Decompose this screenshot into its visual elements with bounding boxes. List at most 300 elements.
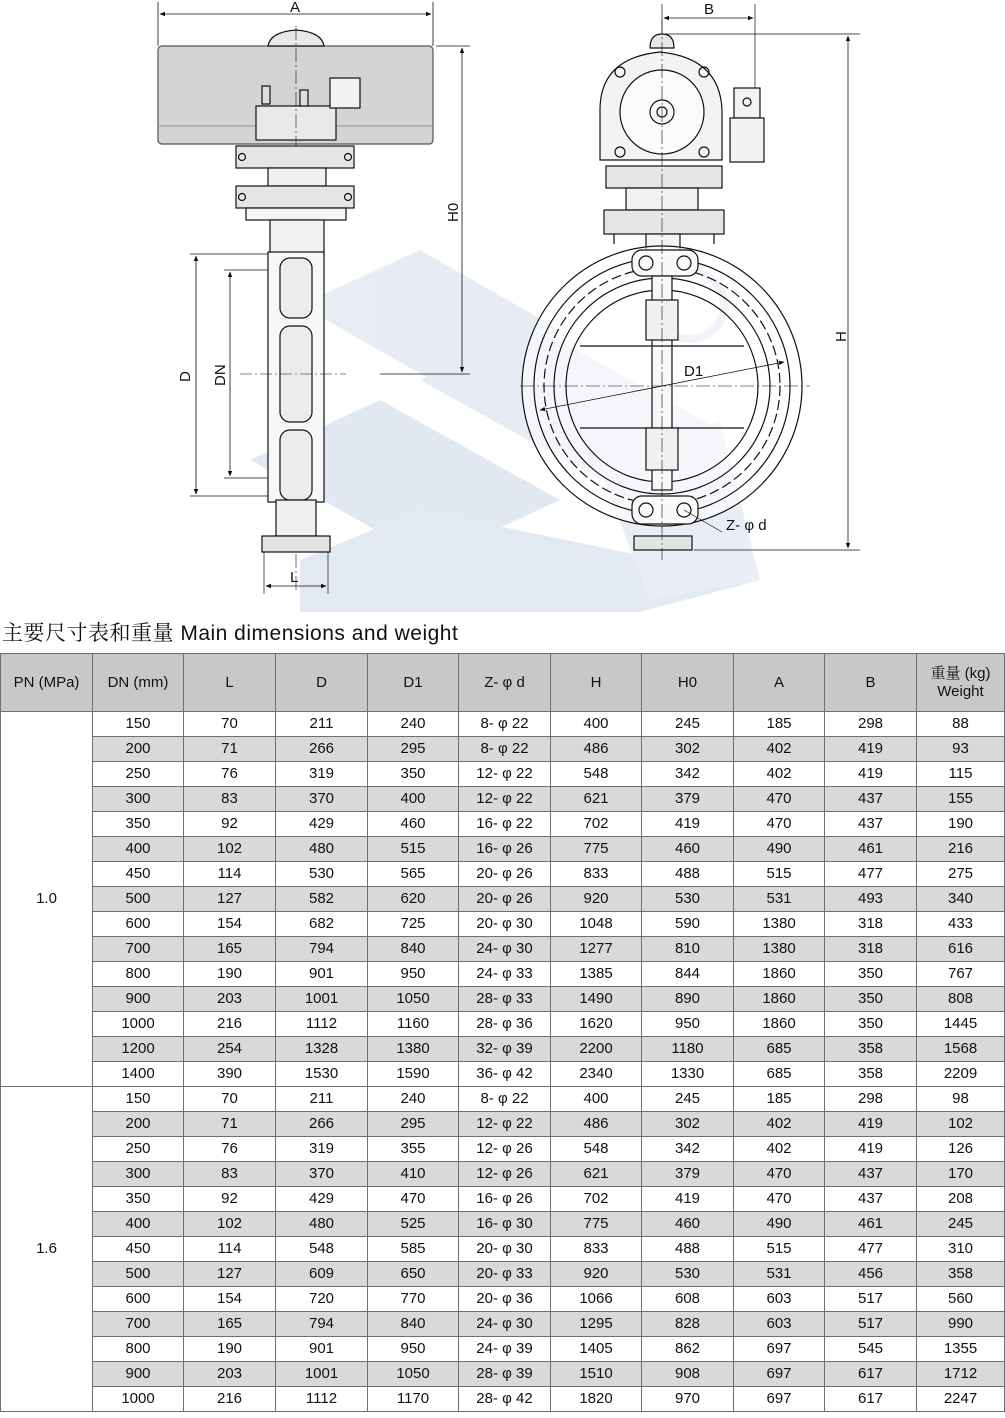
table-cell: 300 [93,1162,184,1187]
table-cell: 419 [825,1137,917,1162]
table-cell: 240 [368,1087,459,1112]
table-cell: 1328 [276,1037,368,1062]
table-cell: 298 [825,1087,917,1112]
table-cell: 266 [276,1112,368,1137]
table-cell: 350 [93,1187,184,1212]
table-cell: 150 [93,712,184,737]
table-cell: 200 [93,1112,184,1137]
dim-label-d: D [177,371,194,382]
table-cell: 302 [642,1112,734,1137]
table-cell: 402 [734,762,825,787]
table-cell: 275 [917,862,1005,887]
table-cell: 350 [825,962,917,987]
table-cell: 16- φ 26 [459,837,551,862]
table-cell: 1620 [551,1012,642,1037]
table-cell: 828 [642,1312,734,1337]
table-header-row [1,654,1005,712]
table-cell: 685 [734,1037,825,1062]
dim-label-a: A [290,0,301,16]
table-cell: 350 [93,812,184,837]
table-cell: 200 [93,737,184,762]
table-cell: 1112 [276,1387,368,1412]
table-cell: 515 [734,1237,825,1262]
table-cell: 102 [917,1112,1005,1137]
table-cell: 16- φ 22 [459,812,551,837]
table-cell: 530 [642,1262,734,1287]
table-row [1,1012,1005,1037]
column-header: D1 [368,654,459,712]
table-cell: 488 [642,862,734,887]
table-cell: 245 [642,1087,734,1112]
table-cell: 470 [368,1187,459,1212]
table-cell: 429 [276,1187,368,1212]
table-cell: 12- φ 22 [459,1112,551,1137]
table-cell: 697 [734,1387,825,1412]
table-cell: 603 [734,1287,825,1312]
table-cell: 419 [825,737,917,762]
table-cell: 682 [276,912,368,937]
table-row [1,1237,1005,1262]
table-cell: 901 [276,962,368,987]
table-cell: 370 [276,787,368,812]
table-cell: 621 [551,787,642,812]
table-cell: 621 [551,1162,642,1187]
table-cell: 720 [276,1287,368,1312]
table-cell: 808 [917,987,1005,1012]
table-cell: 126 [917,1137,1005,1162]
table-row [1,737,1005,762]
table-cell: 211 [276,712,368,737]
table-cell: 24- φ 30 [459,1312,551,1337]
table-cell: 702 [551,1187,642,1212]
table-cell: 32- φ 39 [459,1037,551,1062]
table-cell: 515 [734,862,825,887]
table-cell: 794 [276,937,368,962]
table-cell: 71 [184,737,276,762]
table-cell: 115 [917,762,1005,787]
table-row [1,1112,1005,1137]
table-cell: 486 [551,1112,642,1137]
table-cell: 500 [93,887,184,912]
table-cell: 28- φ 33 [459,987,551,1012]
table-cell: 342 [642,762,734,787]
table-cell: 500 [93,1262,184,1287]
table-cell: 617 [825,1387,917,1412]
table-cell: 560 [917,1287,1005,1312]
table-cell: 1001 [276,1362,368,1387]
table-cell: 24- φ 30 [459,937,551,962]
table-cell: 310 [917,1237,1005,1262]
table-cell: 71 [184,1112,276,1137]
table-cell: 1530 [276,1062,368,1087]
table-cell: 24- φ 33 [459,962,551,987]
table-cell: 2247 [917,1387,1005,1412]
table-cell: 266 [276,737,368,762]
table-cell: 12- φ 22 [459,787,551,812]
table-row [1,962,1005,987]
table-cell: 250 [93,1137,184,1162]
table-cell: 419 [825,1112,917,1137]
table-cell: 350 [825,987,917,1012]
table-row [1,1187,1005,1212]
table-cell: 28- φ 39 [459,1362,551,1387]
table-cell: 150 [93,1087,184,1112]
table-cell: 697 [734,1337,825,1362]
table-cell: 950 [368,1337,459,1362]
table-cell: 245 [642,712,734,737]
table-cell: 697 [734,1362,825,1387]
table-cell: 390 [184,1062,276,1087]
table-cell: 617 [825,1362,917,1387]
table-cell: 810 [642,937,734,962]
table-cell: 486 [551,737,642,762]
table-cell: 890 [642,987,734,1012]
table-cell: 531 [734,887,825,912]
table-cell: 127 [184,887,276,912]
table-cell: 20- φ 33 [459,1262,551,1287]
table-cell: 355 [368,1137,459,1162]
table-cell: 470 [734,1162,825,1187]
table-cell: 300 [93,787,184,812]
table-cell: 908 [642,1362,734,1387]
table-cell: 1380 [368,1037,459,1062]
table-cell: 525 [368,1212,459,1237]
table-cell: 490 [734,1212,825,1237]
table-cell: 600 [93,1287,184,1312]
column-header: L [184,654,276,712]
table-row [1,1162,1005,1187]
table-cell: 460 [642,1212,734,1237]
table-cell: 700 [93,1312,184,1337]
table-cell: 254 [184,1037,276,1062]
dim-label-d1: D1 [684,363,704,380]
table-cell: 470 [734,787,825,812]
table-cell: 1712 [917,1362,1005,1387]
table-cell: 12- φ 22 [459,762,551,787]
table-row [1,1287,1005,1312]
table-cell: 582 [276,887,368,912]
table-cell: 1445 [917,1012,1005,1037]
table-cell: 319 [276,762,368,787]
table-cell: 76 [184,762,276,787]
table-cell: 437 [825,1162,917,1187]
table-cell: 1000 [93,1012,184,1037]
table-cell: 725 [368,912,459,937]
table-cell: 350 [368,762,459,787]
table-cell: 295 [368,1112,459,1137]
table-cell: 88 [917,712,1005,737]
table-cell: 410 [368,1162,459,1187]
table-cell: 400 [551,712,642,737]
table-cell: 1380 [734,937,825,962]
table-cell: 36- φ 42 [459,1062,551,1087]
table-cell: 603 [734,1312,825,1337]
table-cell: 1860 [734,1012,825,1037]
table-cell: 770 [368,1287,459,1312]
table-cell: 1590 [368,1062,459,1087]
table-cell: 114 [184,862,276,887]
table-cell: 20- φ 26 [459,887,551,912]
dim-label-h0: H0 [445,202,462,222]
table-cell: 461 [825,837,917,862]
table-cell: 1355 [917,1337,1005,1362]
table-cell: 702 [551,812,642,837]
table-row [1,1212,1005,1237]
table-cell: 379 [642,1162,734,1187]
table-cell: 517 [825,1287,917,1312]
table-cell: 2340 [551,1062,642,1087]
table-cell: 548 [551,1137,642,1162]
table-row [1,787,1005,812]
table-cell: 155 [917,787,1005,812]
table-cell: 190 [184,1337,276,1362]
table-cell: 1385 [551,962,642,987]
table-cell: 970 [642,1387,734,1412]
table-cell: 460 [642,837,734,862]
table-cell: 990 [917,1312,1005,1337]
table-row [1,1037,1005,1062]
table-cell: 565 [368,862,459,887]
table-cell: 470 [734,812,825,837]
table-cell: 517 [825,1312,917,1337]
table-cell: 800 [93,1337,184,1362]
table-cell: 437 [825,787,917,812]
table-cell: 12- φ 26 [459,1137,551,1162]
table-cell: 24- φ 39 [459,1337,551,1362]
table-cell: 340 [917,887,1005,912]
table-row [1,987,1005,1012]
table-cell: 548 [276,1237,368,1262]
table-cell: 83 [184,1162,276,1187]
table-cell: 620 [368,887,459,912]
dimensions-table [0,653,1005,1412]
table-cell: 650 [368,1262,459,1287]
table-row [1,1387,1005,1412]
table-cell: 460 [368,812,459,837]
table-cell: 1820 [551,1387,642,1412]
table-row [1,837,1005,862]
table-cell: 1490 [551,987,642,1012]
table-row [1,1062,1005,1087]
table-cell: 20- φ 30 [459,1237,551,1262]
front-view [520,4,860,560]
table-cell: 545 [825,1337,917,1362]
table-cell: 833 [551,1237,642,1262]
table-cell: 437 [825,1187,917,1212]
table-cell: 775 [551,837,642,862]
table-cell: 8- φ 22 [459,712,551,737]
table-cell: 127 [184,1262,276,1287]
table-cell: 370 [276,1162,368,1187]
table-cell: 950 [642,1012,734,1037]
table-row [1,887,1005,912]
table-cell: 20- φ 36 [459,1287,551,1312]
table-cell: 477 [825,1237,917,1262]
table-cell: 1048 [551,912,642,937]
table-cell: 400 [93,1212,184,1237]
table-cell: 844 [642,962,734,987]
table-cell: 298 [825,712,917,737]
column-header: 重量 (kg) Weight [917,654,1005,712]
table-cell: 450 [93,1237,184,1262]
dim-label-b: B [704,1,715,18]
table-cell: 350 [825,1012,917,1037]
table-cell: 250 [93,762,184,787]
table-cell: 318 [825,912,917,937]
table-cell: 92 [184,812,276,837]
column-header: B [825,654,917,712]
table-cell: 470 [734,1187,825,1212]
column-header: DN (mm) [93,654,184,712]
table-cell: 493 [825,887,917,912]
table-cell: 609 [276,1262,368,1287]
table-cell: 2209 [917,1062,1005,1087]
pn-cell: 1.0 [1,712,93,1087]
table-cell: 154 [184,912,276,937]
table-cell: 862 [642,1337,734,1362]
table-cell: 1405 [551,1337,642,1362]
table-cell: 2200 [551,1037,642,1062]
table-row [1,912,1005,937]
table-cell: 114 [184,1237,276,1262]
table-cell: 70 [184,712,276,737]
table-cell: 900 [93,987,184,1012]
table-cell: 585 [368,1237,459,1262]
table-cell: 92 [184,1187,276,1212]
table-cell: 900 [93,1362,184,1387]
table-cell: 93 [917,737,1005,762]
table-cell: 16- φ 30 [459,1212,551,1237]
table-cell: 685 [734,1062,825,1087]
table-cell: 1860 [734,962,825,987]
table-cell: 840 [368,1312,459,1337]
table-row [1,1262,1005,1287]
table-cell: 456 [825,1262,917,1287]
table-cell: 1860 [734,987,825,1012]
table-row [1,1137,1005,1162]
table-cell: 76 [184,1137,276,1162]
column-header: H [551,654,642,712]
table-cell: 1510 [551,1362,642,1387]
table-row [1,1362,1005,1387]
table-row [1,812,1005,837]
table-cell: 1295 [551,1312,642,1337]
table-cell: 800 [93,962,184,987]
table-cell: 950 [368,962,459,987]
table-cell: 488 [642,1237,734,1262]
table-cell: 170 [917,1162,1005,1187]
table-cell: 16- φ 26 [459,1187,551,1212]
table-cell: 616 [917,937,1005,962]
table-cell: 490 [734,837,825,862]
table-cell: 901 [276,1337,368,1362]
column-header: A [734,654,825,712]
table-cell: 216 [184,1387,276,1412]
table-cell: 400 [93,837,184,862]
table-cell: 1050 [368,1362,459,1387]
table-cell: 83 [184,787,276,812]
table-cell: 450 [93,862,184,887]
table-row [1,862,1005,887]
table-cell: 402 [734,1112,825,1137]
table-cell: 379 [642,787,734,812]
table-cell: 461 [825,1212,917,1237]
table-cell: 302 [642,737,734,762]
table-cell: 318 [825,937,917,962]
table-cell: 185 [734,1087,825,1112]
table-cell: 477 [825,862,917,887]
table-cell: 358 [825,1037,917,1062]
dim-label-z-phi-d: Z- φ d [726,517,767,534]
table-cell: 794 [276,1312,368,1337]
table-cell: 190 [184,962,276,987]
table-cell: 28- φ 36 [459,1012,551,1037]
table-cell: 402 [734,1137,825,1162]
table-cell: 203 [184,1362,276,1387]
table-cell: 1050 [368,987,459,1012]
table-cell: 530 [276,862,368,887]
table-cell: 590 [642,912,734,937]
table-cell: 1066 [551,1287,642,1312]
table-cell: 429 [276,812,368,837]
table-cell: 319 [276,1137,368,1162]
table-cell: 920 [551,887,642,912]
table-cell: 8- φ 22 [459,737,551,762]
table-cell: 8- φ 22 [459,1087,551,1112]
table-cell: 480 [276,1212,368,1237]
table-cell: 216 [917,837,1005,862]
table-cell: 102 [184,837,276,862]
table-cell: 402 [734,737,825,762]
table-cell: 295 [368,737,459,762]
table-cell: 102 [184,1212,276,1237]
table-cell: 840 [368,937,459,962]
table-body [1,712,1005,1412]
table-cell: 600 [93,912,184,937]
table-cell: 1160 [368,1012,459,1037]
table-cell: 12- φ 26 [459,1162,551,1187]
table-cell: 358 [917,1262,1005,1287]
section-title: 主要尺寸表和重量 Main dimensions and weight [2,622,459,645]
table-cell: 1568 [917,1037,1005,1062]
dim-label-l: L [290,569,299,586]
dim-label-dn: DN [212,364,229,386]
table-row [1,712,1005,737]
column-header: H0 [642,654,734,712]
table-cell: 165 [184,937,276,962]
table-row [1,1087,1005,1112]
table-cell: 1180 [642,1037,734,1062]
table-cell: 1380 [734,912,825,937]
table-cell: 531 [734,1262,825,1287]
table-cell: 433 [917,912,1005,937]
table-cell: 1112 [276,1012,368,1037]
table-cell: 1277 [551,937,642,962]
table-cell: 342 [642,1137,734,1162]
table-cell: 216 [184,1012,276,1037]
table-cell: 548 [551,762,642,787]
pn-cell: 1.6 [1,1087,93,1412]
table-cell: 154 [184,1287,276,1312]
table-cell: 1330 [642,1062,734,1087]
table-cell: 419 [825,762,917,787]
table-cell: 480 [276,837,368,862]
table-cell: 190 [917,812,1005,837]
table-cell: 530 [642,887,734,912]
table-cell: 767 [917,962,1005,987]
table-cell: 211 [276,1087,368,1112]
table-cell: 833 [551,862,642,887]
